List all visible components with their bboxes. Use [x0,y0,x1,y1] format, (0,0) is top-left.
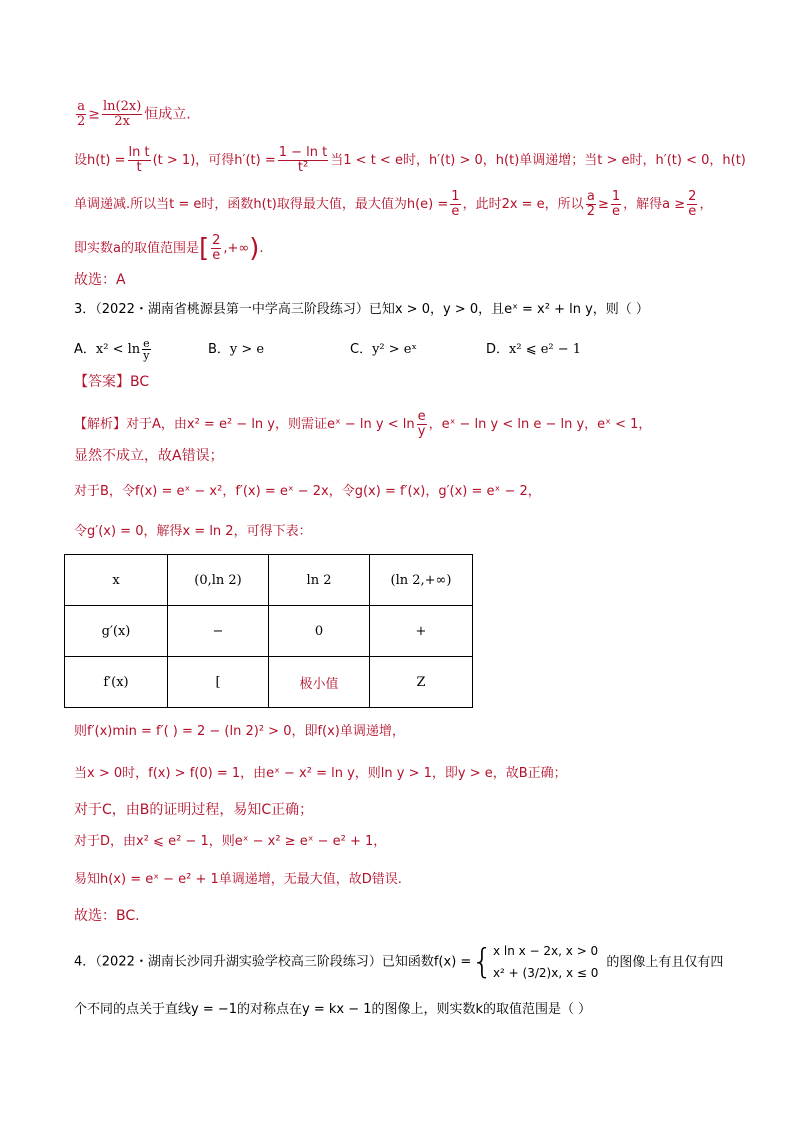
fraction-e-over-y-analysis: $\frac{e}{y}$ [417,409,426,439]
derivative-analysis-line: 设h(t) = $\frac{\text{ln t}}{t}$ (t > 1)，可得h′(t) = $\frac{\text{1 − ln t}}{\text{t²}}$ 当1 < t < e时，h′(t) > 0，h(t)单调递增；当t > e时，h′(t) < 0，h(t) [74,145,746,175]
option-D: D．x² ⩽ e² − 1 [486,342,582,357]
monotonicity-table [64,554,473,708]
table-cell: ln 2 [269,555,370,606]
table-row [65,555,473,606]
analysis-line-2: 显然不成立，故A错误； [74,448,224,464]
table-cell: g′(x) [65,606,168,657]
fraction-2-over-e-range: $\frac{2}{e}$ [212,233,221,263]
after-table-line-4: 对于D，由x² ⩽ e² − 1，则eˣ − x² ≥ eˣ − e² + 1， [74,834,387,849]
table-cell: − [168,606,269,657]
continuation-inequality: $\frac{a}{2}$ ≥ $\frac{\ln(2x)}{2x}$ 恒成立. [77,99,191,129]
fraction-ln2x-over-2x: $\frac{\ln(2x)}{2x}$ [103,99,142,129]
question-4-line-2: 个不同的点关于直线y = −1的对称点在y = kx − 1的图像上，则实数k的取值范围是（ ） [74,1002,592,1017]
range-result-line: 即实数a的取值范围是[ $\frac{2}{e}$ ,+∞). [74,233,264,264]
analysis-line-3: 对于B，令f(x) = eˣ − x²，f′(x) = eˣ − 2x，令g(x) = f′(x)，g′(x) = eˣ − 2， [74,484,541,499]
analysis-line-1: 【解析】对于A，由x² = e² − ln y，则需证eˣ − ln y < ln $\frac{e}{y}$ ，eˣ − ln y < ln e − ln y，eˣ < 1， [74,409,652,439]
fraction-e-over-y: $\frac{e}{y}$ [143,337,150,362]
fraction-a-over-2: $\frac{a}{2}$ [77,99,86,129]
after-table-line-6: 故选：BC. [74,908,140,924]
option-B: B．y > e [208,342,265,357]
table-cell: [ [168,657,269,708]
option-C: C．y² > eˣ [350,342,417,357]
table-row [65,657,473,708]
fraction-1-over-e: $\frac{1}{e}$ [451,189,460,219]
table-cell: (ln 2,+∞) [370,555,473,606]
question-3-stem: 3．（2022・湖南省桃源县第一中学高三阶段练习）已知x > 0，y > 0，且eˣ = x² + ln y，则（ ） [74,302,649,317]
table-cell: + [370,606,473,657]
option-A: A．x² < ln $\frac{e}{y}$ [74,337,150,362]
table-cell: 0 [269,606,370,657]
choice-A-line: 故选：A [74,272,126,288]
table-cell: f′(x) [65,657,168,708]
table-row [65,606,473,657]
fraction-a-over-2b: $\frac{a}{2}$ [586,189,595,219]
after-table-line-1: 则f′(x)min = f′( ) = 2 − (ln 2)² > 0，即f(x)单调递增， [74,724,405,739]
piecewise-cases: x ln x − 2x, x > 0 x² + (3/2)x, x ≤ 0 [492,944,599,980]
fraction-1-over-e-b: $\frac{1}{e}$ [611,189,621,219]
after-table-line-2: 当x > 0时，f(x) > f(0) = 1，由eˣ − x² = ln y，则ln y > 1，即y > e，故B正确； [74,766,567,781]
fraction-2-over-e: $\frac{2}{e}$ [688,189,697,219]
answer-label: 【答案】BC [74,374,150,390]
piecewise-brace: { [471,942,493,982]
maximum-value-line: 单调递减.所以当t = e时，函数h(t)取得最大值，最大值为h(e) = $\frac{1}{e}$ ，此时2x = e，所以 $\frac{a}{2}$ ≥ $\frac{1}{e}$ ，解得a ≥ $\frac{2}{e}$ ， [74,189,713,219]
fraction-derivative: $\frac{\text{1 − ln t}}{\text{t²}}$ [278,145,328,175]
analysis-line-4: 令g′(x) = 0，解得x = ln 2，可得下表： [74,524,312,539]
fraction-lnt-over-t: $\frac{\text{ln t}}{t}$ [128,145,150,175]
table-cell: Z [370,657,473,708]
table-cell: x [65,555,168,606]
question-4-stem: 4．（2022・湖南长沙同升湖实验学校高三阶段练习）已知函数f(x) ={ x ln x − 2x, x > 0 x² + (3/2)x, x ≤ 0 的图像上有且仅有四 [74,942,724,982]
after-table-line-3: 对于C，由B的证明过程，易知C正确； [74,802,314,818]
after-table-line-5: 易知h(x) = eˣ − e² + 1单调递增，无最大值，故D错误. [74,872,402,887]
table-cell: 极小值 [269,657,370,708]
table-cell: (0,ln 2) [168,555,269,606]
